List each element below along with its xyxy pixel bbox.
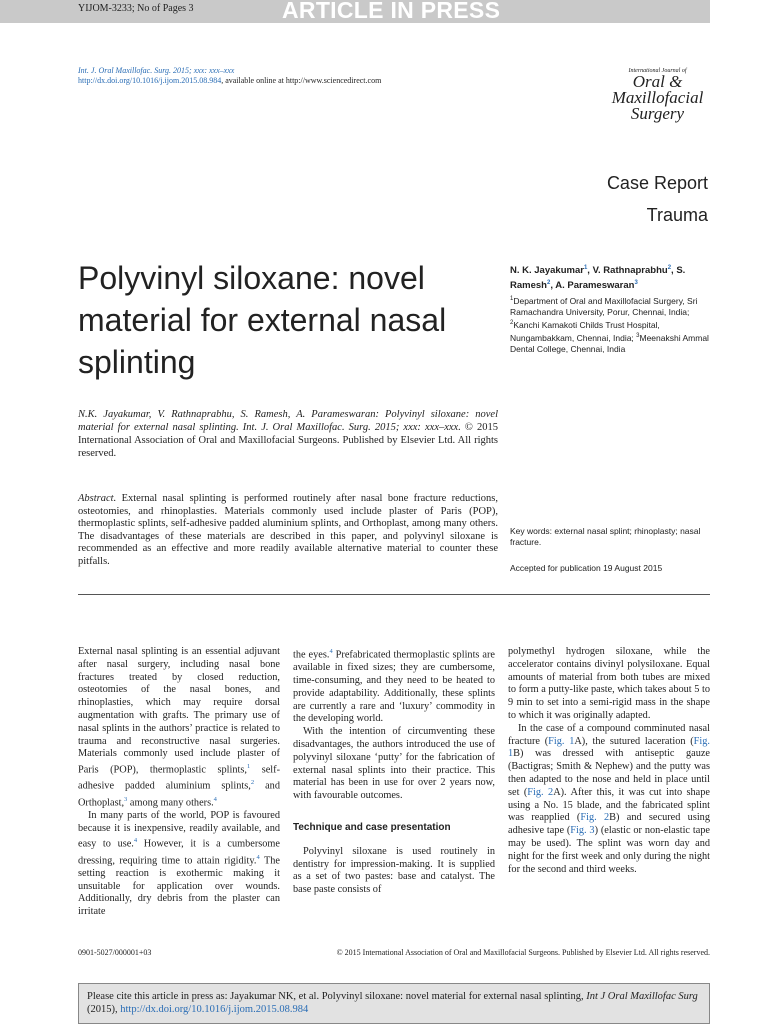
body-column-1: [78, 646, 280, 919]
manuscript-id: YIJOM-3233; No of Pages 3: [78, 3, 194, 14]
affiliation-ref[interactable]: 2: [667, 265, 672, 271]
footer-issn: 0901-5027/000001+03: [78, 948, 152, 957]
affiliation-ref[interactable]: 3: [634, 280, 638, 287]
body-column-2: [293, 646, 495, 897]
article-title: Polyvinyl siloxane: novel material for external nasal splinting: [78, 260, 447, 380]
affiliation-ref[interactable]: 2: [546, 280, 551, 287]
paragraph-text: With the intention of circumventing these disadvantages, the authors introduced the use of polyvinyl siloxane ‘putty’ for the fabrication of external nasal splints into their practice. This material has been in use for over 2 years now, with favourable outcomes.: [293, 726, 495, 802]
reference-link[interactable]: 4: [133, 837, 138, 845]
paragraph-text: The setting reaction is exothermic making it unsuitable for application over wounds. Additionally, dry debris from the plaster can irritate: [78, 855, 280, 918]
author-name: A. Parameswaran: [555, 280, 635, 292]
paragraph-text: B) was dressed with antiseptic gauze (Bactigras; Smith & Nephew) and the putty was then adapted to the nose and held in place until set (: [508, 748, 710, 798]
citation-text: N.K. Jayakumar, V. Rathnaprabhu, S. Ramesh, A. Parameswaran: Polyvinyl siloxane: novel material for external nasal splinting. Int. J. Oral Maxillofac. Surg. 2015; xxx: xxx–xxx.: [78, 409, 498, 433]
body-column-3: [508, 646, 710, 876]
paragraph-text: In the case of a compound comminuted nasal fracture (: [508, 722, 710, 747]
author-names: N. K. Jayakumar$^1$, V. Rathnaprabhu$^2$, S. Ramesh$^2$, A. Parameswaran$^3$: [510, 265, 686, 292]
logo-line-3: Surgery: [630, 104, 685, 123]
logo-line-2: Maxillofacial: [611, 88, 704, 107]
paragraph-text: A), the sutured laceration (: [574, 735, 694, 747]
affiliation-number: 1: [510, 296, 514, 303]
reference-link[interactable]: 4: [256, 853, 260, 861]
figure-link[interactable]: Fig. 1: [548, 735, 575, 747]
banner-title: ARTICLE IN PRESS: [282, 0, 501, 23]
paragraph-text: External nasal splinting is an essential adjuvant after nasal surgery, including nasal bone fractures treated by closed reduction, osteotomies of the nasal bones, and rhinoplasties, which may require dorsal augmentation with grafts. The primary use of nasal splints in the authors’ practice is related to trauma and reconstructive nasal surgeries. Materials commonly used include plaster of Paris (POP), thermoplastic splints,: [78, 646, 280, 776]
footer-copyright: © 2015 International Association of Oral and Maxillofacial Surgeons. Published by Elsevier Ltd. All rights reserved.: [336, 948, 710, 957]
cite-year: (2015),: [87, 1004, 121, 1015]
accepted-date: Accepted for publication 19 August 2015: [510, 563, 663, 573]
paragraph-text: However, it is a cumbersome dressing, requiring time to attain rigidity.: [78, 838, 280, 867]
cite-doi-link[interactable]: http://dx.doi.org/10.1016/j.ijom.2015.08.984: [120, 1004, 309, 1015]
logo-line-1: Oral &: [632, 72, 683, 91]
journal-reference: [78, 66, 381, 86]
citation-block: [78, 408, 498, 460]
author-name: S. Ramesh: [510, 265, 686, 292]
paragraph-text: self-adhesive padded aluminium splints,: [78, 764, 281, 792]
affiliation-number: 3: [636, 332, 640, 339]
affiliation-number: 2: [510, 320, 514, 327]
figure-link[interactable]: Fig. 2: [580, 812, 610, 824]
paragraph-text: polymethyl hydrogen siloxane, while the accelerator contains divinyl polysiloxane. Equal amounts of material from both tubes are mixed to form a putty-like paste, which takes about 5 to 9 min to set into a semi-rigid mass in the shape to which it was originally adapted.: [508, 646, 710, 721]
copyright-text: © 2015 International Association of Oral and Maxillofacial Surgeons. Published by Elsevier Ltd. All rights reserved.: [78, 422, 498, 459]
author-name: V. Rathnaprabhu: [592, 265, 668, 277]
article-type: Case Report: [606, 173, 708, 193]
figure-link[interactable]: Fig. 1: [508, 735, 710, 760]
reference-link[interactable]: 4: [329, 648, 333, 655]
reference-link[interactable]: 1: [246, 763, 251, 771]
journal-logo: [600, 68, 715, 122]
paragraph-text: Polyvinyl siloxane is used routinely in dentistry for impression-making. It is supplied as a set of two pastes: base and catalyst. The base paste consists of: [293, 845, 495, 896]
affiliation-text: Kanchi Kamakoti Childs Trust Hospital, Nungambakkam, Chennai, India;: [510, 319, 660, 343]
cite-journal: Int J Oral Maxillofac Surg: [586, 991, 698, 1002]
paragraph-text: Prefabricated thermoplastic splints are available in fixed sizes; they are cumbersome, time-consuming, and they need to be heated to provide adaptability. Additionally, these splints are currently a rare and ‘luxury’ commodity in the developing world.: [293, 649, 495, 725]
paragraph-text: the eyes.: [293, 649, 330, 661]
paragraph-text: and Orthoplast,: [78, 780, 280, 809]
abstract-text: External nasal splinting is performed routinely after nasal bone fracture reductions, osteotomies, and rhinoplasties. Materials commonly used include plaster of Paris (POP), thermoplastic splints, self-adhesive padded aluminium splints, and Orthoplast, among many others. The disadvantages of these materials are described in this paper, and polyvinyl siloxane is recommended as an effective and more readily available alternative material to counter these pitfalls.: [78, 493, 498, 567]
abstract-label: Abstract.: [78, 493, 117, 504]
availability-note: , available online at http://www.sciencedirect.com: [221, 76, 382, 85]
section-divider: [78, 594, 710, 595]
paragraph-text: ) (elastic or non-elastic tape may be used). The splint was worn day and night for the first week and only during the night for the second and third weeks.: [508, 825, 710, 875]
abstract: [78, 493, 498, 568]
affiliations: [510, 294, 715, 354]
cite-this-article-box: [78, 983, 710, 1024]
paragraph-text: B) and secured using adhesive tape (: [508, 812, 710, 837]
author-name: N. K. Jayakumar: [510, 265, 584, 277]
author-block: [510, 262, 715, 355]
affiliation-ref[interactable]: 1: [583, 265, 588, 271]
paragraph-text: A). After this, it was cut into shape using a No. 15 blade, and the fabricated splint was reapplied (: [508, 786, 710, 824]
doi-link[interactable]: http://dx.doi.org/10.1016/j.ijom.2015.08.984: [78, 76, 222, 85]
reference-link[interactable]: 2: [250, 779, 255, 787]
logo-small-text: International Journal of: [628, 68, 687, 74]
affiliation-text: Department of Oral and Maxillofacial Surgery, Sri Ramachandra University, Porur, Chennai, India;: [510, 296, 698, 318]
section-heading: Technique and case presentation: [293, 821, 451, 833]
reference-link[interactable]: 3: [124, 795, 128, 803]
article-section: [607, 167, 708, 231]
paragraph-text: In many parts of the world, POP is favoured because it is inexpensive, readily available, and easy to use.: [78, 809, 280, 850]
journal-issue: Int. J. Oral Maxillofac. Surg. 2015; xxx: xxx–xxx: [78, 66, 235, 75]
affiliation-text: Meenakshi Ammal Dental College, Chennai, India: [510, 332, 709, 354]
cite-prefix: Please cite this article in press as: Jayakumar NK, et al. Polyvinyl siloxane: novel material for external nasal splinting,: [87, 991, 587, 1002]
paragraph-text: among many others.: [127, 797, 214, 809]
keywords: Key words: external nasal splint; rhinoplasty; nasal fracture.: [510, 526, 701, 547]
reference-link[interactable]: 4: [213, 795, 217, 803]
figure-link[interactable]: Fig. 2: [527, 786, 554, 798]
figure-link[interactable]: Fig. 3: [570, 825, 595, 837]
article-subject: Trauma: [646, 205, 708, 225]
